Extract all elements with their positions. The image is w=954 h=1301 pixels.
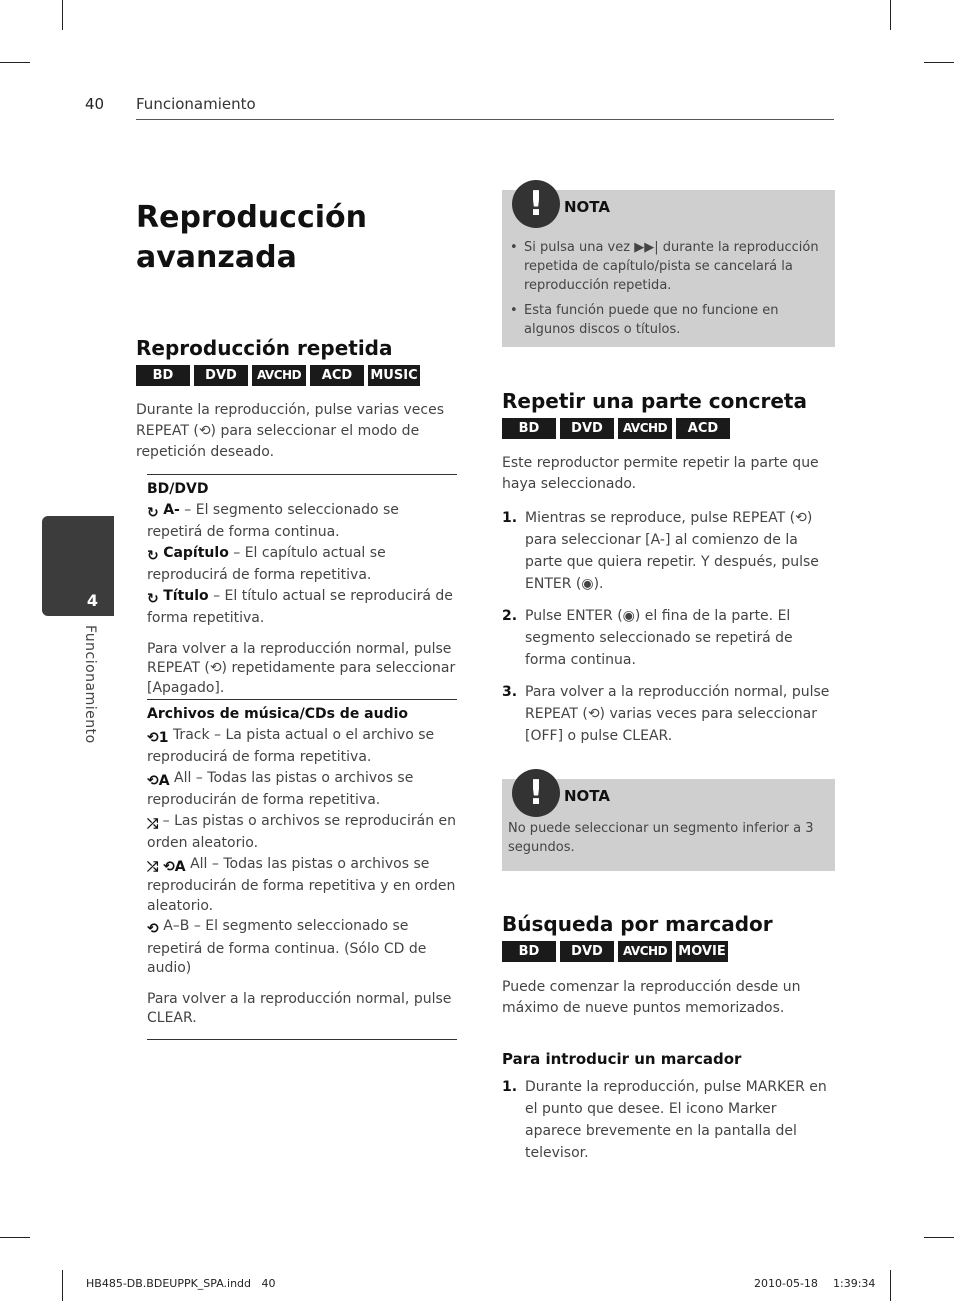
list-item xyxy=(502,1076,835,1164)
section-title-marker: Búsqueda por marcador xyxy=(502,912,773,936)
badge-avchd: AVCHD xyxy=(618,418,672,439)
note-box xyxy=(502,773,835,871)
music-box xyxy=(147,699,457,1040)
part-steps xyxy=(502,507,835,757)
bd-dvd-box xyxy=(147,474,457,698)
shuffle-icon: ⤮ xyxy=(147,815,159,832)
repeat-icon: ↻ xyxy=(147,504,159,521)
note-box xyxy=(502,184,835,347)
repeat-one-icon: ⟲1 xyxy=(147,729,169,746)
list-item xyxy=(147,812,457,854)
page-title: Reproducción avanzada xyxy=(136,200,367,275)
badge-acd: ACD xyxy=(676,418,730,439)
mode-desc: – Las pistas o archivos se reproducirán en orden aleatorio. xyxy=(147,812,457,851)
crop-mark xyxy=(890,1270,891,1301)
mode-desc: – El capítulo actual se reproducirá de forma repetitiva. xyxy=(147,544,386,583)
chapter-number: 4 xyxy=(86,591,98,610)
badge-bd: BD xyxy=(502,941,556,962)
crop-mark xyxy=(62,0,63,30)
step-number: 2. xyxy=(502,608,518,624)
mode-desc: – Todas las pistas o archivos se reproducirán de forma repetitiva y en orden aleatorio. xyxy=(147,855,456,914)
repeat-icon: ↻ xyxy=(147,547,159,564)
crop-mark xyxy=(0,1237,30,1238)
mode-label: Track xyxy=(172,726,210,743)
note-item: • Esta función puede que no funcione en algunos discos o títulos. xyxy=(508,301,829,339)
shuffle-repeat-all-icon: ⤮ ⟲A xyxy=(147,858,186,875)
note-label: NOTA xyxy=(564,198,610,216)
bd-dvd-return-text: Para volver a la reproducción normal, pulse REPEAT (⟲) repetidamente para seleccionar [Apagado]. xyxy=(147,640,456,696)
badge-bd: BD xyxy=(136,365,190,386)
page-number: 40 xyxy=(85,95,105,113)
list-item xyxy=(502,605,835,671)
step-text: Mientras se reproduce, pulse REPEAT (⟲) para seleccionar [A-] al comienzo de la parte que quiera repetir. Y después, pulse ENTER (◉). xyxy=(525,510,819,592)
crop-mark xyxy=(890,0,891,30)
list-item xyxy=(502,507,835,595)
badge-dvd: DVD xyxy=(560,941,614,962)
mode-label: Capítulo xyxy=(163,544,229,561)
footer-time: 1:39:34 xyxy=(833,1277,876,1290)
step-text: Durante la reproducción, pulse MARKER en el punto que desee. El icono Marker aparece brevemente en la pantalla del televisor. xyxy=(525,1079,827,1161)
step-number: 3. xyxy=(502,684,518,700)
repeat-intro: Durante la reproducción, pulse varias veces REPEAT (⟲) para seleccionar el modo de repetición deseado. xyxy=(136,402,445,460)
crop-mark xyxy=(0,62,30,63)
repeat-icon: ↻ xyxy=(147,590,159,607)
badge-dvd: DVD xyxy=(560,418,614,439)
exclamation-icon: ! xyxy=(512,180,560,228)
list-item xyxy=(147,917,457,979)
mode-label: All xyxy=(174,769,192,786)
badge-avchd: AVCHD xyxy=(618,941,672,962)
crop-mark xyxy=(924,62,954,63)
repeat-all-icon: ⟲A xyxy=(147,772,170,789)
footer-filename: HB485-DB.BDEUPPK_SPA.indd 40 xyxy=(86,1277,276,1290)
note-text: No puede seleccionar un segmento inferior a 3 segundos. xyxy=(508,821,814,855)
header-rule xyxy=(136,119,834,120)
list-item xyxy=(502,681,835,747)
footer-date: 2010-05-18 xyxy=(754,1277,818,1290)
badge-bd: BD xyxy=(502,418,556,439)
disc-badges-marker xyxy=(502,941,728,962)
badge-music: MUSIC xyxy=(368,365,420,386)
mode-label: All xyxy=(190,855,208,872)
step-number: 1. xyxy=(502,1079,518,1095)
step-text: Pulse ENTER (◉) el fina de la parte. El segmento seleccionado se repetirá de forma continua. xyxy=(525,608,793,668)
marker-subheading: Para introducir un marcador xyxy=(502,1050,742,1068)
crop-mark xyxy=(924,1237,954,1238)
marker-intro: Puede comenzar la reproducción desde un máximo de nueve puntos memorizados. xyxy=(502,979,801,1016)
disc-badges-part xyxy=(502,418,730,439)
mode-desc: – El segmento seleccionado se repetirá de forma continua. xyxy=(147,501,399,540)
note-label: NOTA xyxy=(564,787,610,805)
mode-desc: – La pista actual o el archivo se reproducirá de forma repetitiva. xyxy=(147,726,435,765)
list-item xyxy=(147,726,457,768)
mode-desc: – Todas las pistas o archivos se reproducirán de forma repetitiva. xyxy=(147,769,414,808)
badge-avchd: AVCHD xyxy=(252,365,306,386)
chapter-tab xyxy=(42,516,114,616)
mode-desc: – El segmento seleccionado se repetirá de forma continua. (Sólo CD de audio) xyxy=(147,918,427,976)
badge-acd: ACD xyxy=(310,365,364,386)
running-header: Funcionamiento xyxy=(136,95,256,113)
badge-dvd: DVD xyxy=(194,365,248,386)
section-title-part: Repetir una parte concreta xyxy=(502,389,807,413)
disc-badges-repeat xyxy=(136,365,420,386)
note-item: • Si pulsa una vez ▶▶| durante la reproducción repetida de capítulo/pista se cancelará la reproducción repetida. xyxy=(508,238,829,295)
music-heading: Archivos de música/CDs de audio xyxy=(147,706,409,722)
badge-movie: MOVIE xyxy=(676,941,728,962)
exclamation-icon: ! xyxy=(512,769,560,817)
mode-label: Título xyxy=(163,587,209,604)
chapter-label: Funcionamiento xyxy=(82,625,98,744)
part-intro: Este reproductor permite repetir la parte que haya seleccionado. xyxy=(502,455,819,492)
list-item xyxy=(147,501,457,543)
step-text: Para volver a la reproducción normal, pulse REPEAT (⟲) varias veces para seleccionar [OFF] o pulse CLEAR. xyxy=(525,684,830,744)
bd-dvd-heading: BD/DVD xyxy=(147,481,209,497)
list-item xyxy=(147,855,457,917)
mode-label: A–B xyxy=(163,918,190,934)
step-number: 1. xyxy=(502,510,518,526)
mode-desc: – El título actual se reproducirá de forma repetitiva. xyxy=(147,587,453,626)
section-title-repeat: Reproducción repetida xyxy=(136,336,393,360)
crop-mark xyxy=(62,1270,63,1301)
repeat-ab-icon: ⟲ xyxy=(147,921,159,937)
list-item xyxy=(147,587,457,629)
list-item xyxy=(147,544,457,586)
marker-steps xyxy=(502,1076,835,1174)
list-item xyxy=(147,769,457,811)
mode-label: A- xyxy=(163,501,180,518)
music-return-text: Para volver a la reproducción normal, pulse CLEAR. xyxy=(147,990,452,1026)
